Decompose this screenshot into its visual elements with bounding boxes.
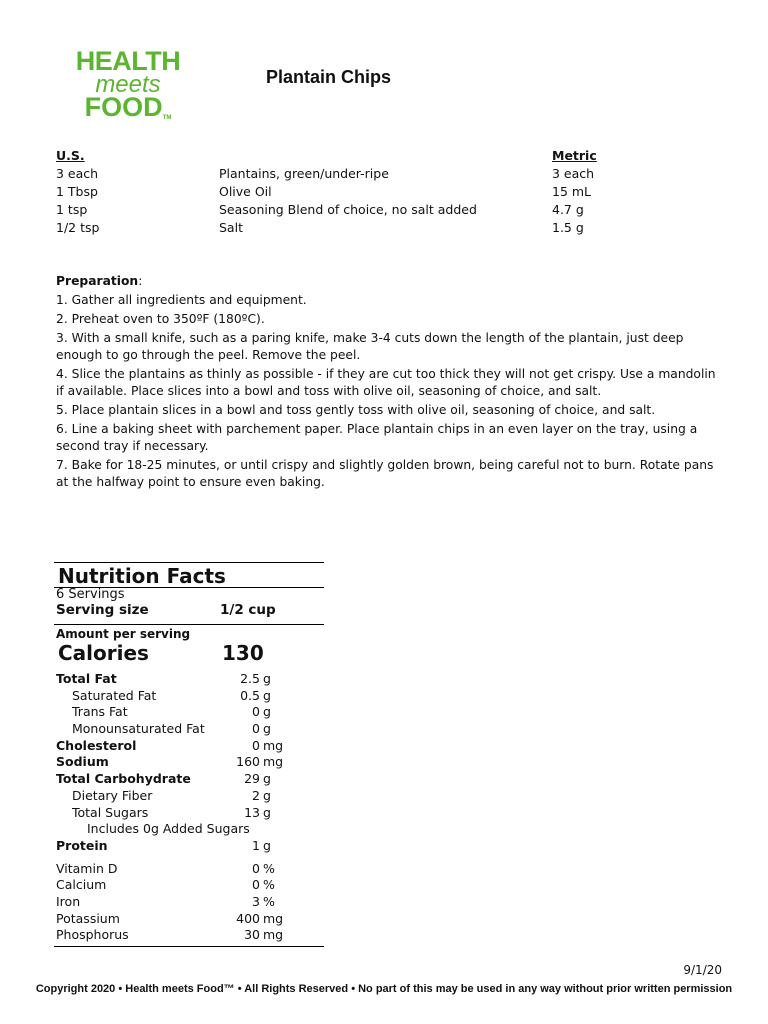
nutrient-label: Monounsaturated Fat [72, 721, 205, 737]
nutrition-title: Nutrition Facts [58, 564, 226, 588]
nutrient-unit: g [263, 704, 271, 720]
micronutrient-value: 30 [244, 927, 260, 943]
servings-count: 6 Servings [54, 587, 324, 602]
ingredient-metric-amount: 15 mL [552, 184, 592, 199]
preparation-title: Preparation [56, 274, 139, 288]
ingredient-row [56, 220, 716, 238]
preparation-section [56, 273, 716, 493]
nutrient-label: Sodium [56, 754, 109, 770]
micronutrient-row [54, 894, 324, 911]
nutrient-value: 0 [252, 721, 260, 737]
micronutrient-label: Iron [56, 893, 81, 909]
nutrient-label: Total Fat [56, 671, 117, 686]
nutrition-bottom-rule [54, 946, 324, 947]
nutrient-label: Cholesterol [56, 737, 137, 753]
preparation-step: 3. With a small knife, such as a paring knife, make 3-4 cuts down the length of the plantain, just deep enough to go through the peel. Remove the peel. [56, 331, 684, 362]
preparation-heading [56, 273, 716, 290]
ingredient-row [56, 166, 716, 184]
nutrient-row [54, 805, 324, 822]
nutrient-row [54, 754, 324, 771]
micronutrient-label: Vitamin D [56, 860, 118, 876]
ingredient-us-amount: 3 each [56, 166, 99, 181]
micronutrient-label: Phosphorus [56, 927, 129, 943]
micronutrient-label: Potassium [56, 910, 120, 926]
nutrient-label: Total Sugars [72, 804, 149, 820]
ingredient-name: Salt [219, 220, 243, 235]
ingredient-us-amount: 1 tsp [56, 202, 88, 217]
nutrient-label: Total Carbohydrate [56, 771, 191, 787]
ingredient-metric-amount: 3 each [552, 166, 595, 181]
micronutrient-unit: % [263, 893, 275, 909]
micronutrient-unit: mg [263, 910, 284, 926]
nutrient-row [54, 821, 324, 838]
nutrient-row [54, 671, 324, 688]
nutrient-unit: g [263, 804, 271, 820]
serving-size-label: Serving size [56, 602, 149, 618]
logo-food-text: FOOD [84, 92, 163, 122]
preparation-step: 2. Preheat oven to 350ºF (180ºC). [56, 312, 265, 326]
ingredient-name: Plantains, green/under-ripe [219, 166, 389, 181]
ingredient-row [56, 184, 716, 202]
nutrient-unit: g [263, 721, 271, 737]
nutrient-value: 0 [252, 737, 260, 753]
nutrient-label: Trans Fat [72, 704, 128, 720]
micronutrient-unit: % [263, 877, 275, 893]
preparation-colon: : [138, 274, 143, 288]
nutrient-value: 29 [244, 771, 260, 787]
nutrient-row [54, 721, 324, 738]
nutrient-row [54, 838, 324, 855]
nutrient-rows [54, 667, 324, 944]
nutrient-label: Includes 0g Added Sugars [87, 821, 250, 837]
preparation-step: 6. Line a baking sheet with parchement paper. Place plantain chips in an even layer on the tray, using a second tray if necessary. [56, 422, 698, 453]
micronutrient-row [54, 927, 324, 944]
logo-line-food [64, 94, 192, 121]
logo-trademark: TM [162, 115, 172, 121]
nutrient-row [54, 788, 324, 805]
nutrient-unit: mg [263, 754, 284, 770]
calories-value: 130 [222, 641, 264, 665]
nutrient-value: 160 [236, 754, 260, 770]
ingredient-metric-amount: 4.7 g [552, 202, 584, 217]
nutrient-label: Dietary Fiber [72, 787, 153, 803]
nutrient-label: Protein [56, 837, 108, 853]
nutrient-unit: g [263, 787, 271, 803]
ingredient-metric-amount: 1.5 g [552, 220, 584, 235]
micronutrient-row [54, 911, 324, 928]
preparation-step: 1. Gather all ingredients and equipment. [56, 293, 307, 307]
health-meets-food-logo [64, 48, 192, 128]
document-date: 9/1/20 [683, 963, 722, 977]
serving-size-value: 1/2 cup [220, 602, 276, 618]
nutrient-label: Saturated Fat [72, 687, 157, 703]
nutrient-unit: g [263, 687, 271, 703]
serving-size-row [54, 602, 324, 620]
ingredient-us-amount: 1/2 tsp [56, 220, 100, 235]
ingredient-row [56, 202, 716, 220]
micronutrient-unit: % [263, 860, 275, 876]
logo-line-meets: meets [95, 71, 161, 98]
nutrient-row [54, 704, 324, 721]
copyright-footer: Copyright 2020 • Health meets Food™ • All Rights Reserved • No part of this may be used in any way without prior written permission [35, 983, 733, 995]
micronutrient-row [54, 861, 324, 878]
preparation-step: 5. Place plantain slices in a bowl and toss gently toss with olive oil, seasoning of choice, and salt. [56, 403, 656, 417]
nutrient-value: 0 [252, 704, 260, 720]
micronutrient-value: 3 [252, 893, 260, 909]
recipe-title: Plantain Chips [266, 67, 392, 87]
calories-row [54, 641, 324, 667]
header-us: U.S. [56, 148, 85, 163]
micronutrient-value: 0 [252, 860, 260, 876]
ingredients-header-row [56, 148, 716, 166]
nutrient-row [54, 771, 324, 788]
preparation-step: 7. Bake for 18-25 minutes, or until crispy and slightly golden brown, being careful not to burn. Rotate pans at the halfway point to ensure even baking. [56, 458, 714, 489]
micronutrient-unit: mg [263, 927, 284, 943]
nutrient-value: 2 [252, 787, 260, 803]
nutrient-value: 0.5 [240, 687, 260, 703]
calories-label: Calories [58, 641, 149, 665]
ingredient-name: Seasoning Blend of choice, no salt added [219, 202, 477, 217]
nutrient-value: 1 [252, 837, 260, 853]
logo-line-health: HEALTH [75, 46, 181, 76]
micronutrient-label: Calcium [56, 877, 107, 893]
preparation-step: 4. Slice the plantains as thinly as possible - if they are cut too thick they will not get crispy. Use a mandolin if available. Place slices into a bowl and toss with olive oil, seasoning of choice, and salt. [56, 367, 716, 398]
nutrient-unit: g [263, 837, 271, 853]
ingredients-table [56, 148, 716, 238]
nutrient-row [54, 688, 324, 705]
micronutrient-value: 400 [236, 910, 260, 926]
nutrient-row [54, 738, 324, 755]
header-metric: Metric [552, 148, 597, 163]
nutrient-unit: g [263, 671, 271, 686]
nutrient-unit: mg [263, 737, 284, 753]
nutrient-value: 13 [244, 804, 260, 820]
ingredient-us-amount: 1 Tbsp [56, 184, 98, 199]
ingredient-name: Olive Oil [219, 184, 272, 199]
amount-per-serving: Amount per serving [56, 627, 191, 641]
micronutrient-value: 0 [252, 877, 260, 893]
micronutrient-row [54, 877, 324, 894]
nutrient-unit: g [263, 771, 271, 787]
nutrient-value: 2.5 [240, 671, 260, 686]
nutrition-facts-label [54, 562, 324, 947]
